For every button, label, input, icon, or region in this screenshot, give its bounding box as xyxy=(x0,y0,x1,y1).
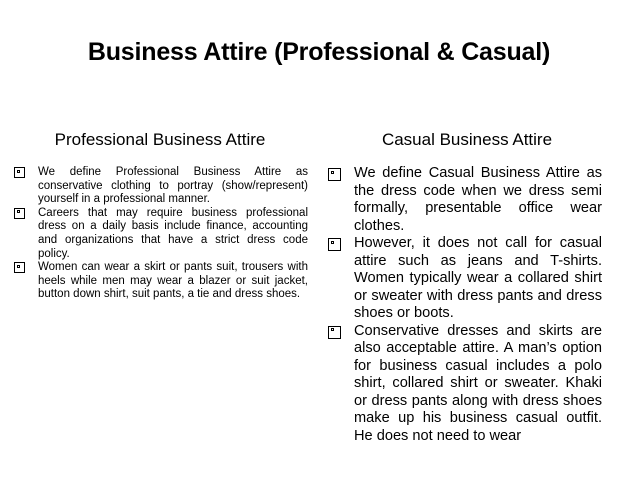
casual-bullet xyxy=(328,323,602,446)
slide-title: Business Attire (Professional & Casual) xyxy=(87,38,551,66)
casual-bullet-text: We define Casual Business Attire as the dress code when we dress semi formally, presentable office wear clothes. xyxy=(354,165,602,234)
professional-bullet-text: Women can wear a skirt or pants suit, trousers with heels while men may wear a blazer or suit jacket, button down shirt, suit pants, a tie and dress shoes. xyxy=(38,261,308,301)
professional-bullet-text: We define Professional Business Attire as conservative clothing to portray (show/represent) yourself in a professional manner. xyxy=(38,166,308,206)
professional-bullet-text: Careers that may require business professional dress on a daily basis include finance, accounting and organizations that have a strict dress code policy. xyxy=(38,206,308,260)
professional-bullet xyxy=(14,207,308,261)
casual-bullet-text: Conservative dresses and skirts are also acceptable attire. A man’s option for business casual includes a polo shirt, collared shirt or sweater. Khaki or dress pants along with dress shoes make up his business casual outfit. He does not need to wear xyxy=(354,322,602,444)
checkbox-bullet-icon xyxy=(328,168,341,181)
casual-bullet xyxy=(328,165,602,235)
professional-bullet-list xyxy=(38,166,308,302)
professional-heading: Professional Business Attire xyxy=(54,130,266,149)
casual-heading: Casual Business Attire xyxy=(381,130,553,149)
professional-bullet xyxy=(14,261,308,302)
checkbox-bullet-icon xyxy=(14,167,25,178)
professional-bullet xyxy=(14,166,308,207)
checkbox-bullet-icon xyxy=(328,326,341,339)
casual-bullet-list xyxy=(328,165,602,445)
checkbox-bullet-icon xyxy=(328,238,341,251)
checkbox-bullet-icon xyxy=(14,208,25,219)
casual-bullet xyxy=(328,235,602,323)
casual-bullet-text: However, it does not call for casual attire such as jeans and T-shirts. Women typically wear a collared shirt or sweater with dress pants and dress shoes or boots. xyxy=(354,235,602,321)
checkbox-bullet-icon xyxy=(14,262,25,273)
